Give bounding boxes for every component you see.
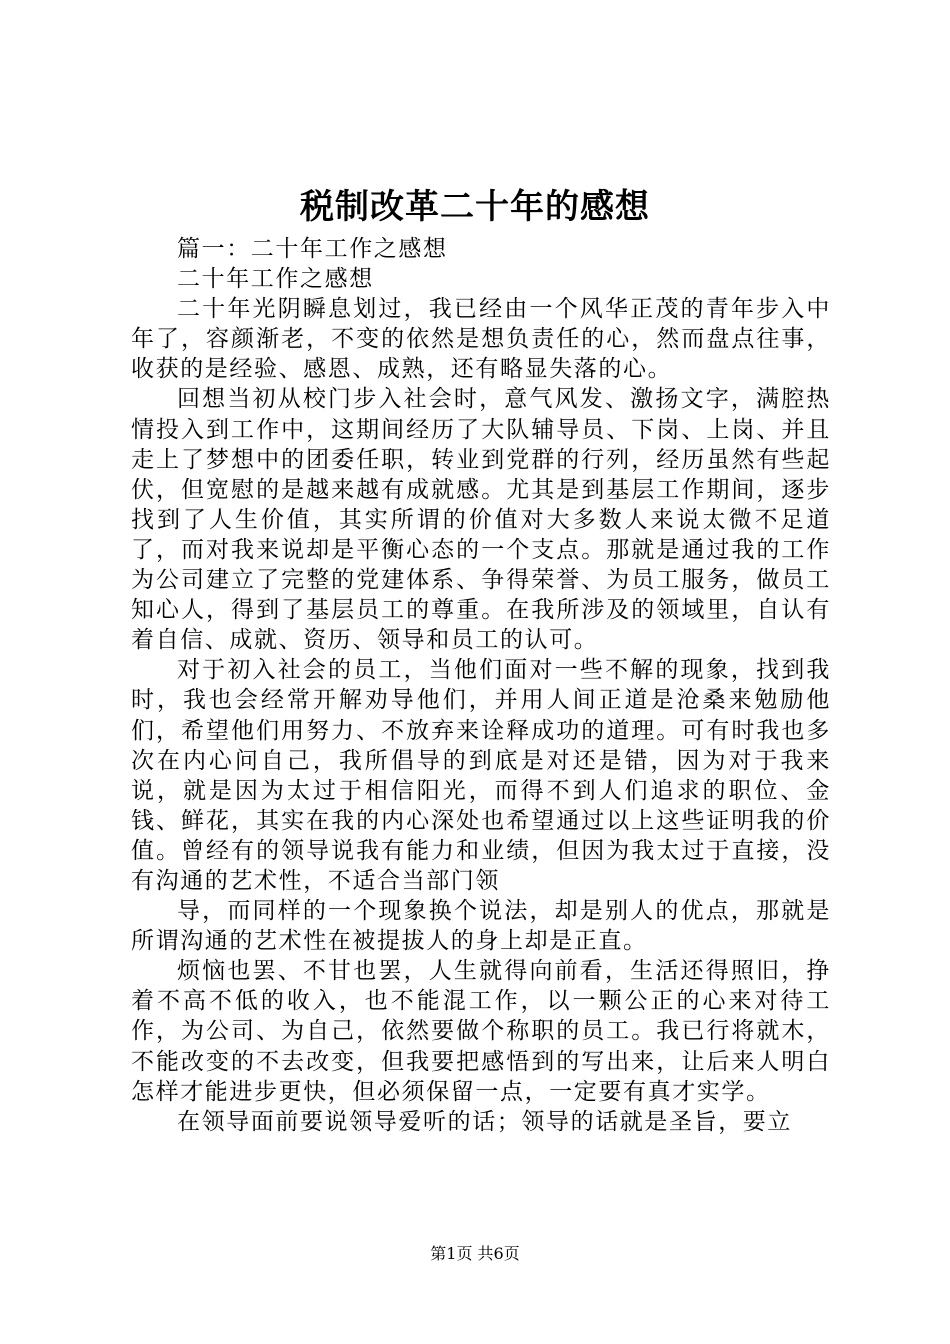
paragraph: 二十年光阴瞬息划过，我已经由一个风华正茂的青年步入中年了，容颜渐老，不变的依然是想负责任的心，然而盘点往事，收获的是经验、感恩、成熟，还有略显失落的心。 (131, 296, 831, 383)
document-body (131, 234, 831, 1137)
paragraph: 篇一：二十年工作之感想 (177, 236, 448, 262)
paragraph: 二十年工作之感想 (177, 266, 374, 293)
paragraph: 导，而同样的一个现象换个说法，却是别人的优点，那就是所谓沟通的艺术性在被提拔人的身上却是正直。 (131, 898, 831, 955)
paragraph: 回想当初从校门步入社会时，意气风发、激扬文字，满腔热情投入到工作中，这期间经历了大队辅导员、下岗、上岗、并且走上了梦想中的团委任职，转业到党群的行列，经历虽然有些起伏，但宽慰的是越来越有成就感。尤其是到基层工作期间，逐步找到了人生价值，其实所谓的价值对大多数人来说太微不足道了，而对我来说却是平衡心态的一个支点。那就是通过我的工作为公司建立了完整的党建体系、争得荣誉、为员工服务，做员工知心人，得到了基层员工的尊重。在我所涉及的领域里，自认有着自信、成就、资历、领导和员工的认可。 (131, 386, 831, 654)
paragraph: 对于初入社会的员工，当他们面对一些不解的现象，找到我时，我也会经常开解劝导他们，并用人间正道是沧桑来勉励他们，希望他们用努力、不放弃来诠释成功的道理。可有时我也多次在内心问自己，我所倡导的到底是对还是错，因为对于我来说，就是因为太过于相信阳光，而得不到人们追求的职位、金钱、鲜花，其实在我的内心深处也希望通过以上这些证明我的价值。曾经有的领导说我有能力和业绩，但因为我太过于直接，没有沟通的艺术性，不适合当部门领 (131, 657, 831, 894)
page-footer: 第1页 共6页 (430, 1244, 520, 1263)
paragraph: 在领导面前要说领导爱听的话；领导的话就是圣旨，要立 (177, 1108, 792, 1135)
paragraph: 烦恼也罢、不甘也罢，人生就得向前看，生活还得照旧，挣着不高不低的收入，也不能混工作，以一颗公正的心来对待工作，为公司、为自己，依然要做个称职的员工。我已行将就木，不能改变的不去改变，但我要把感悟到的写出来，让后来人明白怎样才能进步更快，但必须保留一点，一定要有真才实学。 (131, 958, 831, 1105)
document-title: 税制改革二十年的感想 (300, 187, 650, 227)
